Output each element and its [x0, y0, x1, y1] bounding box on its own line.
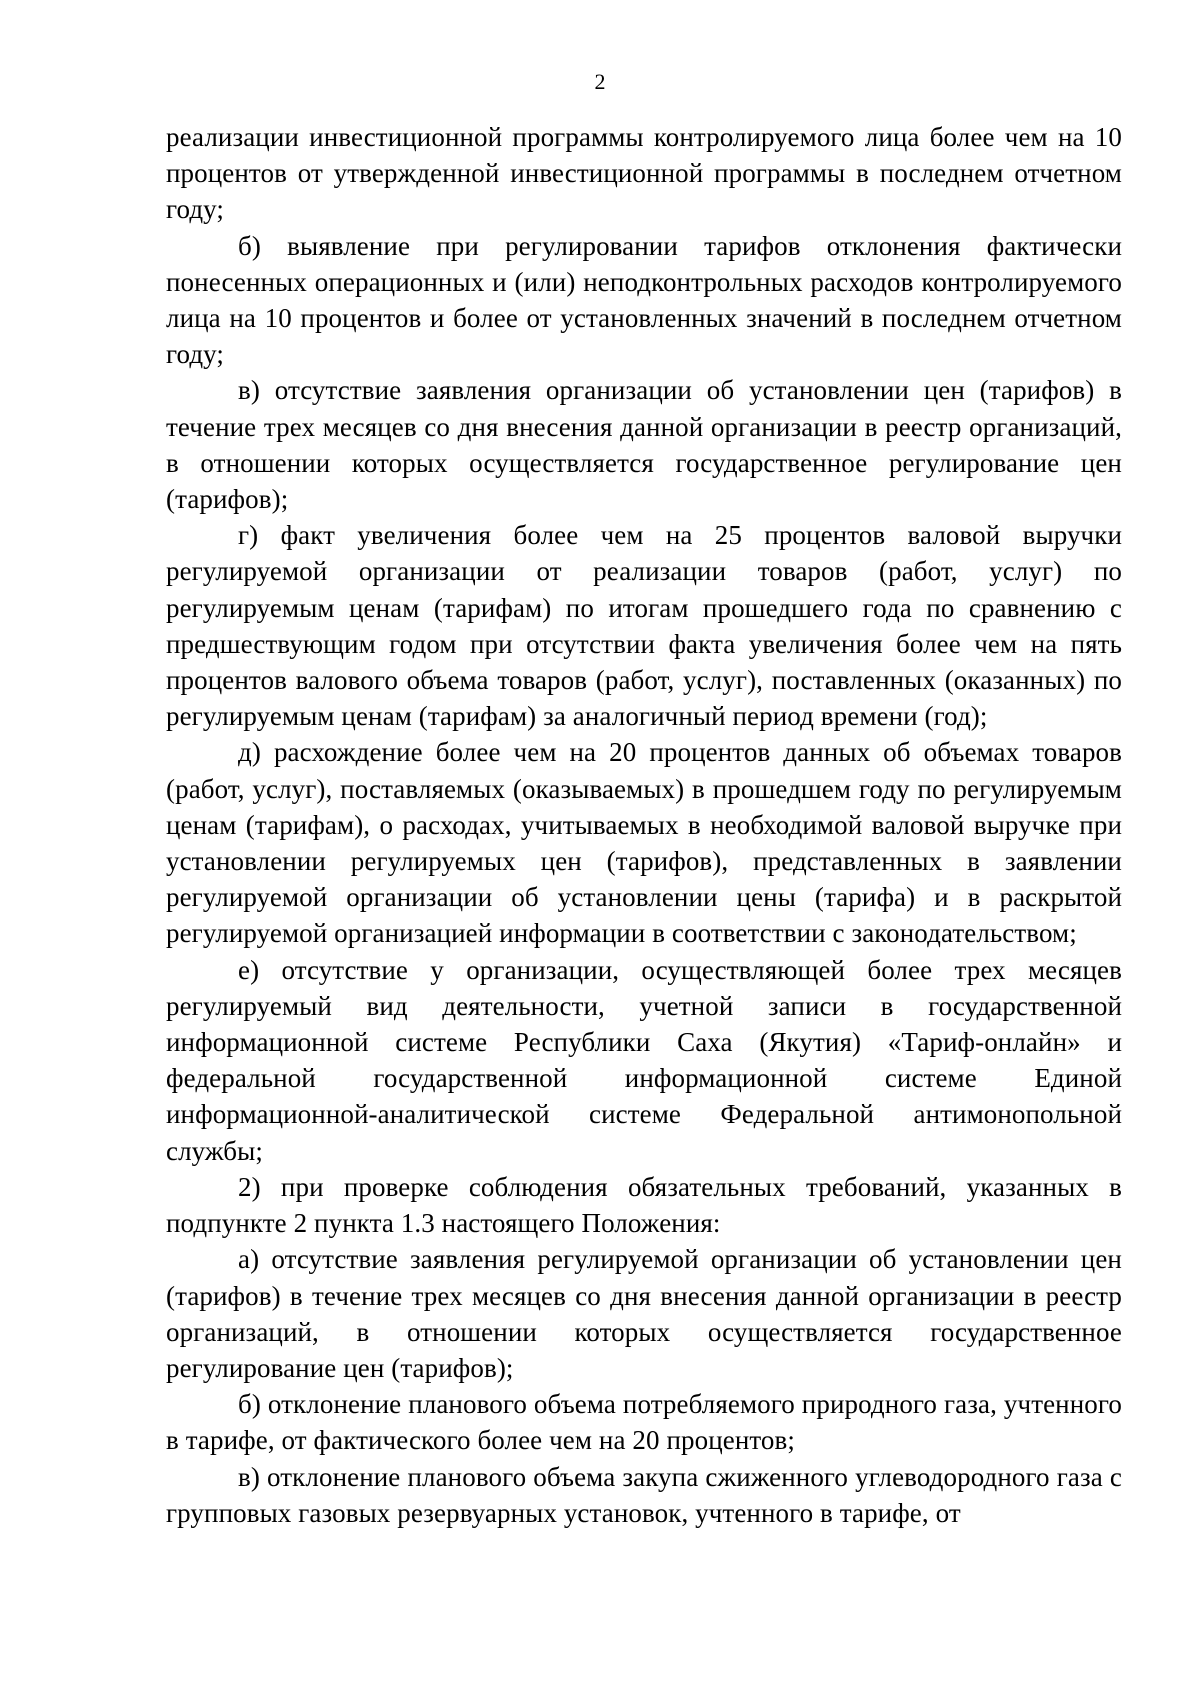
- paragraph-item-e: е) отсутствие у организации, осуществляющей более трех месяцев регулируемый вид деятельности, учетной записи в государственной информационной системе Республики Саха (Якутия) «Тариф-онлайн» и федеральной государственной информационной системе Единой информационной-аналитической системе Федеральной антимонопольной службы;: [166, 954, 1122, 1166]
- paragraph-subitem-a: а) отсутствие заявления регулируемой организации об установлении цен (тарифов) в течение трех месяцев со дня внесения данной организации в реестр организаций, в отношении которых осуществляется государственное регулирование цен (тарифов);: [166, 1244, 1122, 1383]
- paragraph-subitem-b: б) отклонение планового объема потребляемого природного газа, учтенного в тарифе, от фактического более чем на 20 процентов;: [166, 1389, 1122, 1456]
- page-number: 2: [594, 69, 606, 94]
- paragraph-item-d: д) расхождение более чем на 20 процентов данных об объемах товаров (работ, услуг), поставляемых (оказываемых) в прошедшем году по регулируемым ценам (тарифам), о расходах, учитываемых в необходимой валовой выручке при установлении регулируемых цен (тарифов), представленных в заявлении регулируемой организации об установлении цены (тарифа) и в раскрытой регулируемой организацией информации в соответствии с законодательством;: [166, 737, 1122, 949]
- paragraph-item-b: б) выявление при регулировании тарифов отклонения фактически понесенных операционных и (или) неподконтрольных расходов контролируемого лица на 10 процентов и более от установленных значений в последнем отчетном году;: [166, 230, 1122, 370]
- paragraph-item-g: г) факт увеличения более чем на 25 процентов валовой выручки регулируемой организации от реализации товаров (работ, услуг) по регулируемым ценам (тарифам) по итогам прошедшего года по сравнению с предшествующим годом при отсутствии факта увеличения более чем на пять процентов валового объема товаров (работ, услуг), поставленных (оказанных) по регулируемым ценам (тарифам) за аналогичный период времени (год);: [166, 520, 1122, 732]
- paragraph-item-2: 2) при проверке соблюдения обязательных требований, указанных в подпункте 2 пункта 1.3 настоящего Положения:: [166, 1171, 1122, 1239]
- document-body: [166, 119, 1122, 1531]
- paragraph-continuation: реализации инвестиционной программы контролируемого лица более чем на 10 процентов от утвержденной инвестиционной программы в последнем отчетном году;: [166, 122, 1122, 225]
- paragraph-item-v: в) отсутствие заявления организации об установлении цен (тарифов) в течение трех месяцев со дня внесения данной организации в реестр организаций, в отношении которых осуществляется государственное регулирование цен (тарифов);: [166, 375, 1122, 515]
- paragraph-subitem-v: в) отклонение планового объема закупа сжиженного углеводородного газа с групповых газовых резервуарных установок, учтенного в тарифе, от: [166, 1461, 1122, 1528]
